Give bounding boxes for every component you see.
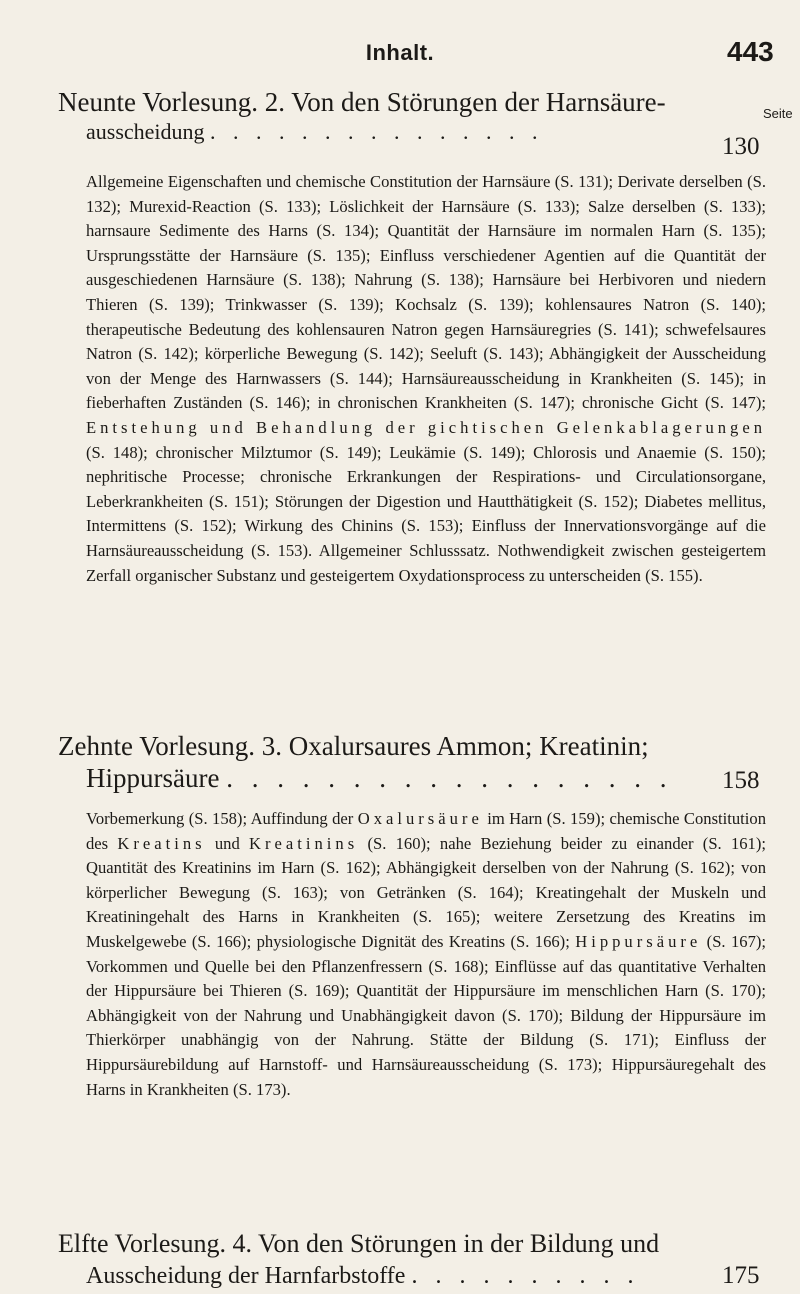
lecture-title-continuation: ausscheidung [86,119,205,144]
lecture-title-line [58,118,758,146]
page-number: 443 [727,36,774,67]
summary-emphasis: Entstehung und Behandlung der gichtischen Gelenkablagerungen [86,417,766,437]
lecture-summary-10 [86,807,766,1102]
summary-text: und [205,833,250,853]
lecture-title-line [58,762,758,794]
summary-emphasis: Oxalursäure [357,809,483,828]
lecture-title-continuation: Hippursäure [86,763,220,793]
lecture-title-continuation: Ausscheidung der Harnfarbstoffe [86,1263,406,1289]
lecture-heading-11 [58,1228,758,1292]
lecture-heading-10 [58,730,758,794]
summary-emphasis: Hippursäure [575,931,702,951]
lecture-page-ref: 130 [722,133,760,160]
lecture-title-line [58,1260,758,1292]
page-column-label: Seite [763,106,793,121]
running-header-title: Inhalt. [365,40,435,65]
leader-dots: . . . . . . . . . . [411,1263,640,1289]
summary-text: Allgemeine Eigenschaften und chemische Constitution der Harnsäure (S. 131); Derivate derselben (S. 132); Murexid-Reaction (S. 133); Löslichkeit der Harnsäure (S. 133); Salze derselben (S. 133); harnsaure Sedimente des Harns (S. 134); Quantität der Harnsäure im normalen Harn (S. 135); Ursprungsstätte der Harnsäure (S. 135); Einfluss verschiedener Agentien auf die Quantität der ausgeschiedenen Harnsäure (S. 138); Nahrung (S. 138); Harnsäure bei Herbivoren und niedern Thieren (S. 139); Trinkwasser (S. 139); Kochsalz (S. 139); kohlensaures Natron (S. 140); therapeutische Bedeutung des kohlensauren Natron gegen Harnsäuregries (S. 141); schwefelsaures Natron (S. 142); körperliche Bewegung (S. 142); Seeluft (S. 143); Abhängigkeit der Ausscheidung von der Menge des Harnwassers (S. 144); Harnsäureausscheidung in Krankheiten (S. 145); in fieberhaften Zuständen (S. 146); in chronischen Krankheiten (S. 147); chronische Gicht (S. 147); [86,172,766,413]
summary-text: (S. 148); chronischer Milztumor (S. 149); Leukämie (S. 149); Chlorosis und Anaemie (S. 150); nephritische Processe; chronische Erkrankungen der Respirations- und Circulationsorgane, Leberkrankheiten (S. 151); Störungen der Digestion und Hautthätigkeit (S. 152); Diabetes mellitus, Intermittens (S. 152); Wirkung des Chinins (S. 153); Einfluss der Innervationsvorgänge auf die Harnsäureausscheidung (S. 153). Allgemeiner Schlusssatz. Nothwendigkeit zwischen gesteigertem Zerfall organischer Substanz und gesteigertem Oxydationsprocess zu unterscheiden (S. 155). [86,442,766,585]
leader-dots: . . . . . . . . . . . . . . . . . . [226,763,673,793]
summary-emphasis: Kreatins [117,833,206,853]
summary-text: (S. 160); nahe Beziehung beider zu einander (S. 161); Quantität des Kreatinins im Harn (S. 162); Abhängigkeit derselben von der Nahrung (S. 162); von körperlicher Bewegung (S. 163); von Getränken (S. 164); Kreatingehalt der Muskeln und Kreatiningehalt des Harns in Krankheiten (S. 165); weitere Zersetzung des Kreatins im Muskelgewebe (S. 166); physiologische Dignität des Kreatins (S. 166); [86,833,766,951]
lecture-heading-9 [58,86,758,146]
summary-text: im Harn (S. 159); chemische Constitution des [86,809,766,853]
lecture-page-ref: 158 [722,767,760,794]
lecture-title-line: Zehnte Vorlesung. 3. Oxalursaures Ammon; Kreatinin; [58,731,649,761]
summary-text: (S. 167); Vorkommen und Quelle bei den Pflanzenfressern (S. 168); Einflüsse auf das quantitative Verhalten der Hippursäure bei Thieren (S. 169); Quantität der Hippursäure im menschlichen Harn (S. 170); Abhängigkeit von der Nahrung und Unabhängigkeit davon (S. 170); Bildung der Hippursäure im Thierkörper unabhängig von der Nahrung. Stätte der Bildung (S. 171); Einfluss der Hippursäurebildung auf Harnstoff- und Harnsäureausscheidung (S. 173); Hippursäuregehalt des Harns in Krankheiten (S. 173). [86,931,767,1099]
summary-text: Vorbemerkung (S. 158); Auffindung der [86,809,358,828]
lecture-page-ref: 175 [722,1262,760,1289]
lecture-summary-9 [86,170,766,588]
summary-emphasis: Kreatinins [249,833,359,853]
leader-dots: . . . . . . . . . . . . . . . [210,119,544,144]
lecture-title-line: Neunte Vorlesung. 2. Von den Störungen der Harnsäure- [58,87,666,117]
lecture-title-line: Elfte Vorlesung. 4. Von den Störungen in der Bildung und [58,1229,660,1258]
